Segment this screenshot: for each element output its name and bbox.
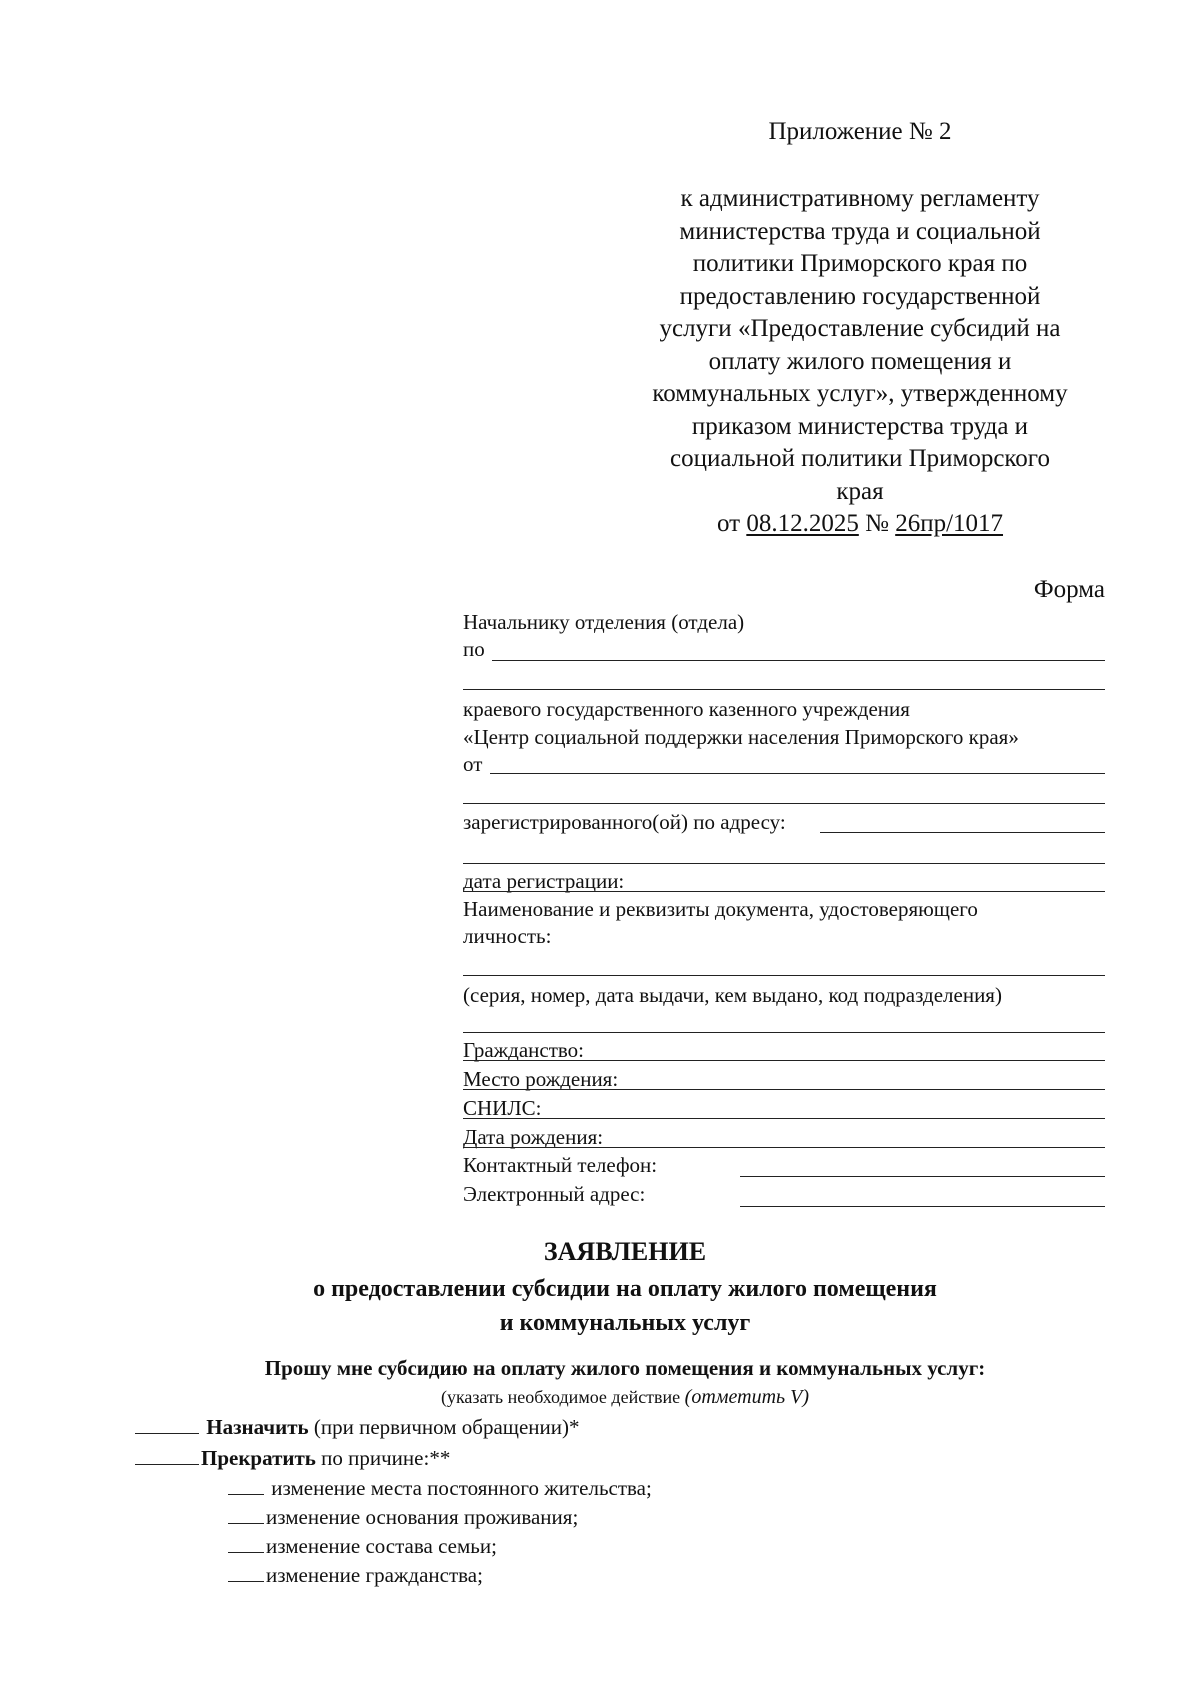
- reason-item[interactable]: [228, 1476, 652, 1501]
- reason-label: изменение состава семьи;: [266, 1534, 497, 1558]
- order-date: 08.12.2025: [746, 510, 859, 537]
- appendix-line: коммунальных услуг», утвержденному: [652, 380, 1068, 407]
- to-head-label: Начальнику отделения (отдела): [463, 610, 745, 634]
- appendix-line: приказом министерства труда и: [691, 412, 1029, 440]
- id-document-field[interactable]: [463, 975, 1105, 976]
- option-assign-note: (при первичном обращении)*: [308, 1415, 580, 1439]
- appendix-line: министерства труда и социальной: [679, 217, 1041, 245]
- appendix-title: Приложение № 2: [768, 118, 952, 145]
- option-terminate-checkmark-blank[interactable]: [135, 1446, 199, 1465]
- institution-line-2: «Центр социальной поддержки населения Приморского края»: [463, 725, 1019, 749]
- registered-address-label: зарегистрированного(ой) по адресу:: [463, 810, 786, 834]
- order-number-sign: №: [865, 510, 889, 537]
- reason-checkmark-blank[interactable]: [228, 1505, 264, 1524]
- order-number: 26пр/1017: [895, 510, 1004, 537]
- reason-item[interactable]: [228, 1534, 497, 1559]
- appendix-line: к административному регламенту: [680, 185, 1040, 212]
- reason-item[interactable]: [228, 1505, 578, 1530]
- department-field[interactable]: [492, 660, 1105, 661]
- birthplace-label: Место рождения:: [463, 1067, 619, 1091]
- appendix-line: политики Приморского края по: [692, 250, 1028, 277]
- reason-label: изменение гражданства;: [266, 1563, 483, 1587]
- birthdate-field[interactable]: [463, 1147, 1105, 1148]
- id-document-label: Наименование и реквизиты документа, удостоверяющего: [463, 897, 978, 921]
- statement-subtitle: [150, 1272, 1100, 1340]
- statement-title: ЗАЯВЛЕНИЕ: [543, 1237, 707, 1266]
- from-label: от: [463, 752, 483, 776]
- phone-field[interactable]: [740, 1176, 1105, 1177]
- po-label: по: [463, 637, 485, 661]
- snils-field[interactable]: [463, 1118, 1105, 1119]
- reason-label: изменение основания проживания;: [266, 1505, 579, 1529]
- registration-date-label: дата регистрации:: [463, 869, 625, 893]
- id-document-label-continued: личность:: [463, 924, 552, 948]
- snils-label: СНИЛС:: [463, 1096, 542, 1120]
- citizenship-field[interactable]: [463, 1060, 1105, 1061]
- registration-date-field[interactable]: [463, 891, 1105, 892]
- appendix-line: социальной политики Приморского: [670, 445, 1050, 472]
- address-field[interactable]: [820, 832, 1105, 833]
- birthplace-field[interactable]: [463, 1089, 1105, 1090]
- phone-label: Контактный телефон:: [463, 1153, 658, 1177]
- appendix-line: края: [836, 477, 884, 505]
- reason-checkmark-blank[interactable]: [228, 1534, 264, 1553]
- order-prefix: от: [716, 510, 741, 537]
- instruction-main: (указать необходимое действие: [440, 1387, 681, 1407]
- option-assign-checkmark-blank[interactable]: [135, 1415, 199, 1434]
- reason-item[interactable]: [228, 1563, 483, 1588]
- appendix-description: [600, 183, 1120, 541]
- email-label: Электронный адрес:: [463, 1182, 646, 1206]
- option-terminate[interactable]: [135, 1446, 450, 1471]
- statement-subtitle-line-2: и коммунальных услуг: [499, 1310, 751, 1336]
- instruction-mark-hint: (отметить V): [684, 1386, 810, 1408]
- birthdate-label: Дата рождения:: [463, 1125, 604, 1149]
- applicant-name-field[interactable]: [490, 773, 1105, 774]
- instruction-text: [150, 1386, 1100, 1409]
- appendix-line: предоставлению государственной: [679, 282, 1041, 310]
- id-document-field-continued[interactable]: [463, 1032, 1105, 1033]
- option-terminate-label: Прекратить: [201, 1446, 316, 1470]
- department-field-continued[interactable]: [463, 689, 1105, 690]
- request-text: Прошу мне субсидию на оплату жилого помещения и коммунальных услуг:: [264, 1356, 986, 1380]
- citizenship-label: Гражданство:: [463, 1038, 584, 1062]
- appendix-line: оплату жилого помещения и: [708, 347, 1012, 375]
- statement-subtitle-line-1: о предоставлении субсидии на оплату жилого помещения: [313, 1276, 937, 1302]
- order-reference: [600, 508, 1120, 541]
- option-terminate-note: по причине:**: [315, 1446, 451, 1470]
- appendix-line: услуги «Предоставление субсидий на: [659, 315, 1061, 342]
- applicant-name-field-continued[interactable]: [463, 803, 1105, 804]
- address-field-continued[interactable]: [463, 863, 1105, 864]
- option-assign-label: Назначить: [206, 1415, 309, 1439]
- reason-checkmark-blank[interactable]: [228, 1563, 264, 1582]
- reason-label: изменение места постоянного жительства;: [266, 1476, 652, 1500]
- reason-checkmark-blank[interactable]: [228, 1476, 264, 1495]
- institution-line-1: краевого государственного казенного учреждения: [463, 697, 910, 721]
- email-field[interactable]: [740, 1206, 1105, 1207]
- id-document-hint: (серия, номер, дата выдачи, кем выдано, код подразделения): [463, 983, 1002, 1007]
- form-label: Форма: [1033, 576, 1105, 603]
- option-assign[interactable]: [135, 1415, 579, 1440]
